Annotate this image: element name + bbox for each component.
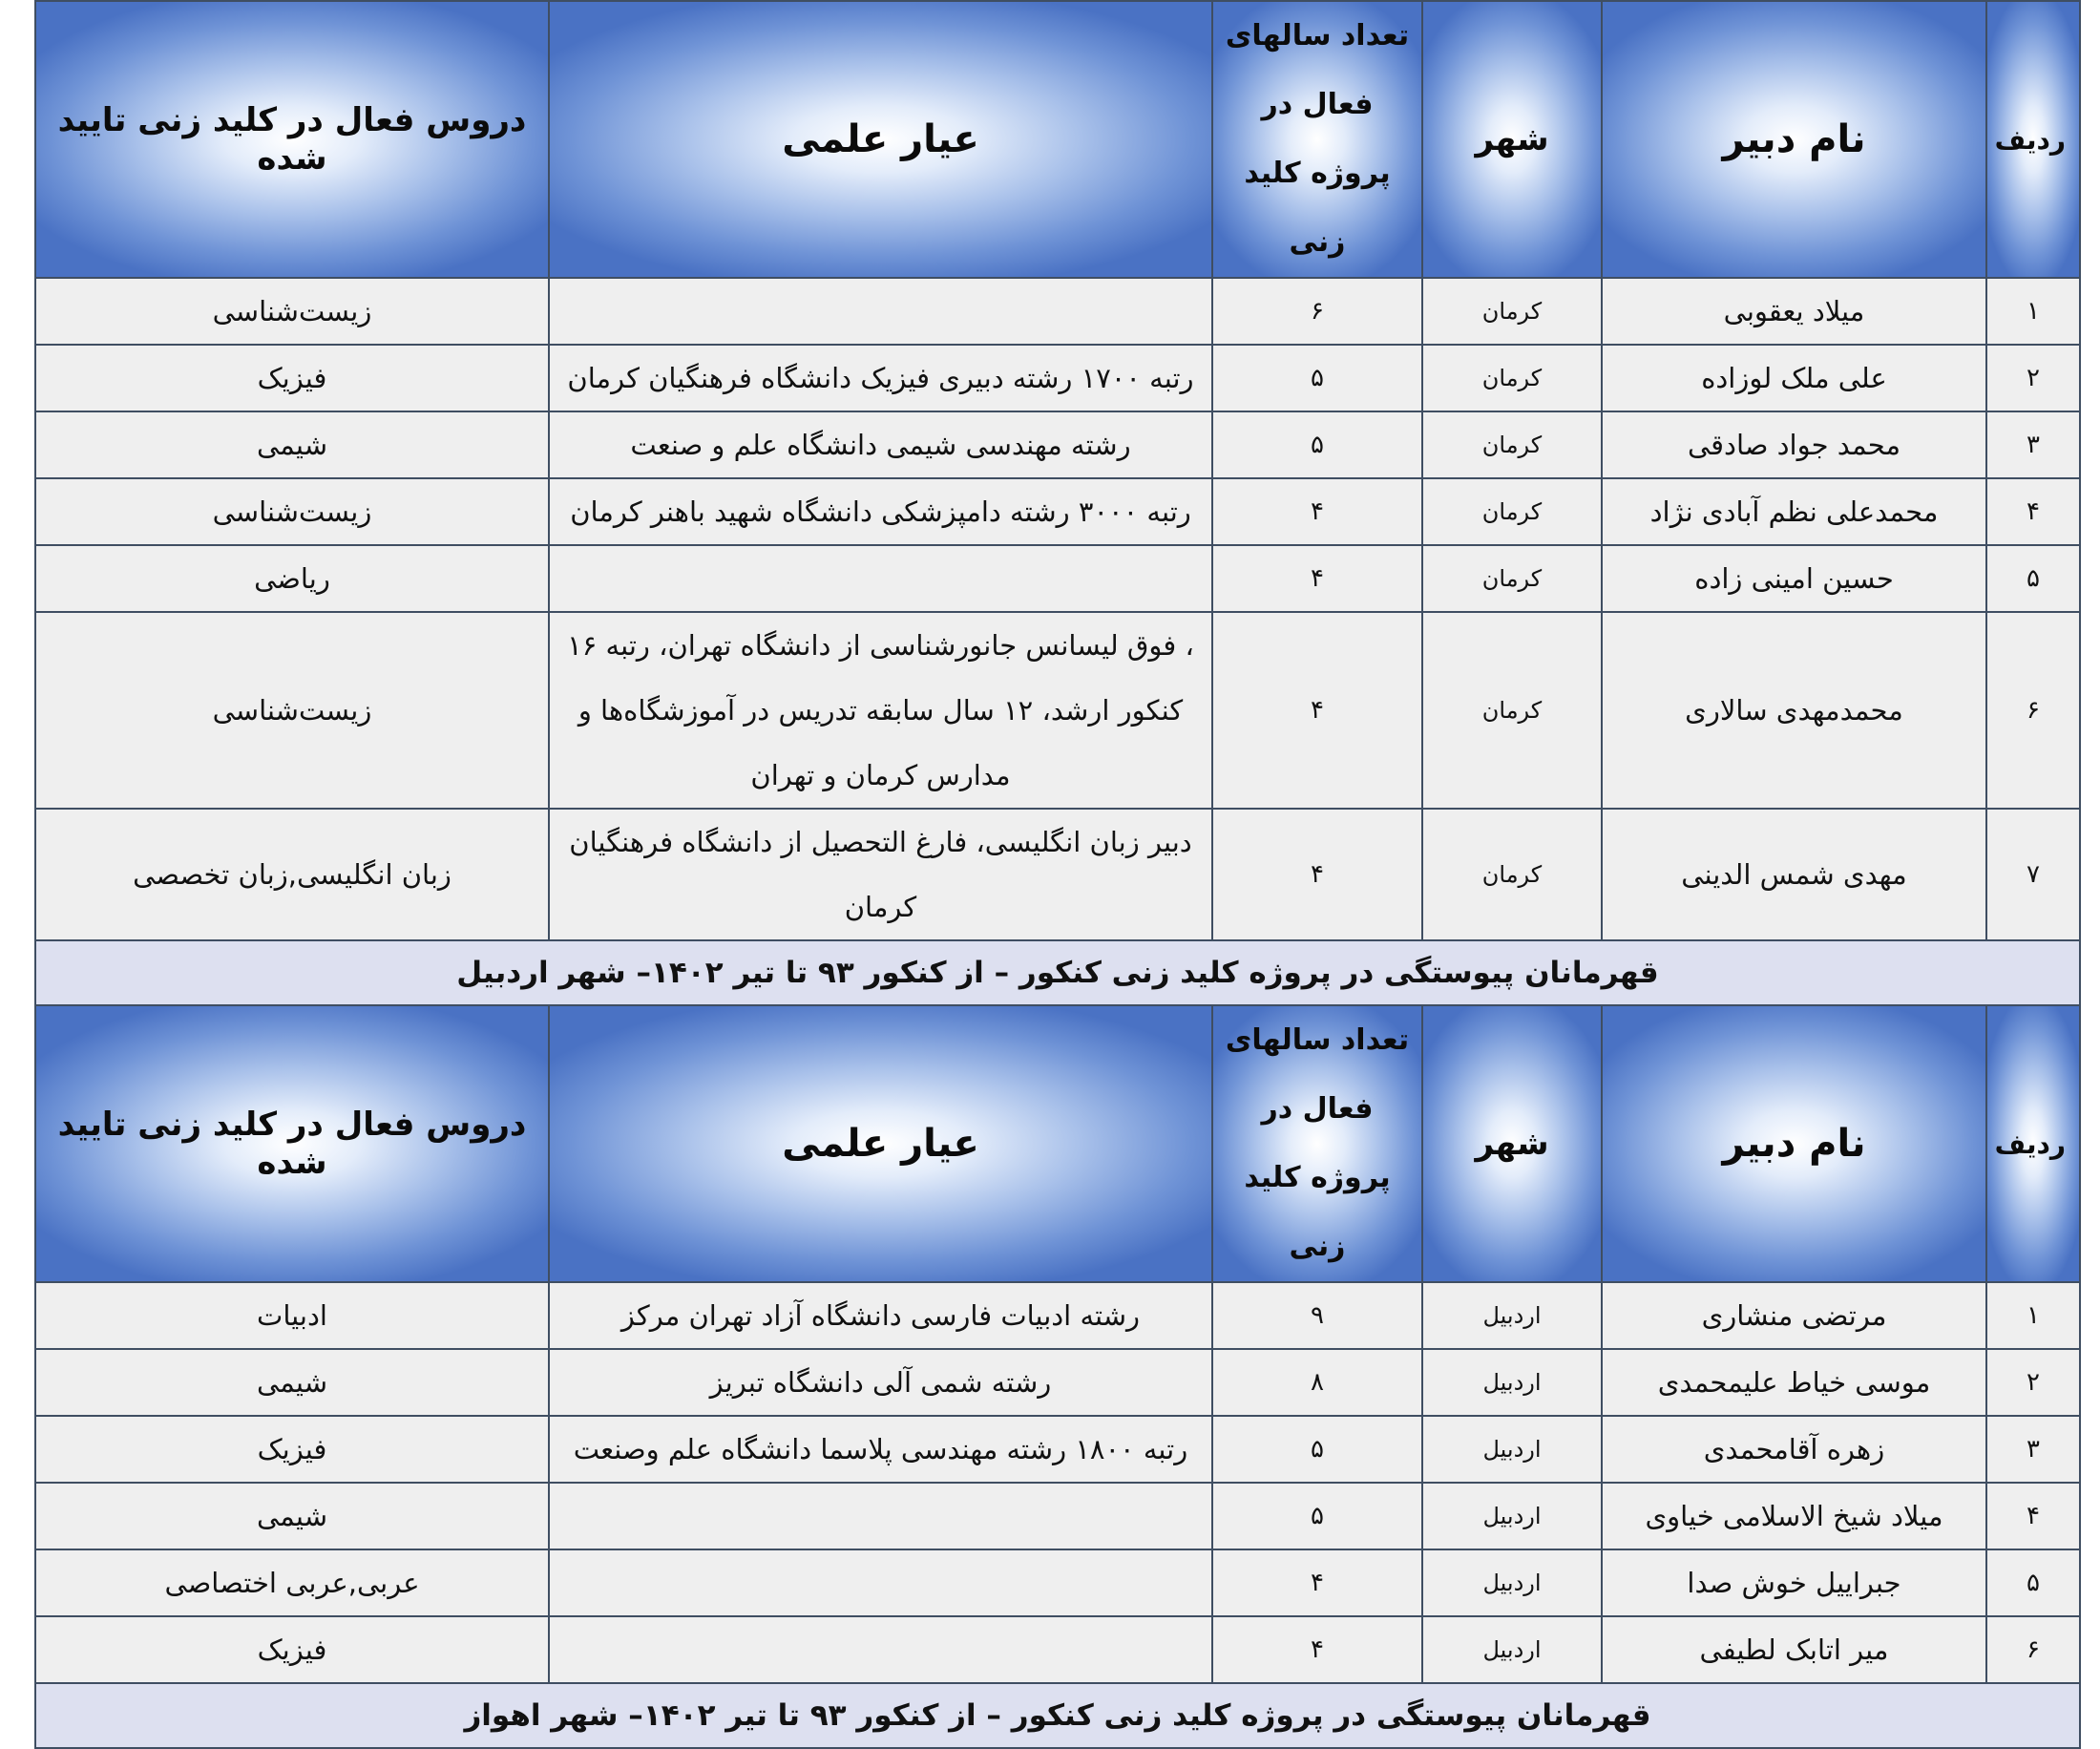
years-cell: ۸	[1212, 1349, 1422, 1416]
table-row	[35, 809, 2080, 940]
table-row	[35, 1549, 2080, 1616]
header-city: شهر	[1422, 1005, 1602, 1282]
teacher-name-cell: محمد جواد صادقی	[1602, 411, 1986, 478]
section-title: قهرمانان پیوستگی در پروژه کلید زنی کنکور – از کنکور ۹۳ تا تیر ۱۴۰۲– شهر اهواز	[35, 1683, 2080, 1748]
subjects-cell: عربی,عربی اختصاصی	[35, 1549, 549, 1616]
teacher-name-cell: محمدمهدی سالاری	[1602, 612, 1986, 809]
city-cell: کرمان	[1422, 278, 1602, 345]
row-number-cell: ۲	[1986, 345, 2080, 411]
row-number-cell: ۴	[1986, 478, 2080, 545]
row-number-cell: ۵	[1986, 545, 2080, 612]
years-cell: ۴	[1212, 1616, 1422, 1683]
credential-cell: رتبه ۳۰۰۰ رشته دامپزشکی دانشگاه شهید باهنر کرمان	[549, 478, 1212, 545]
row-number-cell: ۷	[1986, 809, 2080, 940]
table-row	[35, 345, 2080, 411]
teacher-name-cell: مهدی شمس الدینی	[1602, 809, 1986, 940]
credential-cell	[549, 1616, 1212, 1683]
header-name: نام دبیر	[1602, 1005, 1986, 1282]
teacher-name-cell: میلاد یعقوبی	[1602, 278, 1986, 345]
row-number-cell: ۴	[1986, 1483, 2080, 1549]
row-number-cell: ۲	[1986, 1349, 2080, 1416]
years-cell: ۵	[1212, 1483, 1422, 1549]
credential-cell: رتبه ۱۸۰۰ رشته مهندسی پلاسما دانشگاه علم وصنعت	[549, 1416, 1212, 1483]
section-title-ahvaz	[35, 1683, 2080, 1748]
credential-cell: رشته مهندسی شیمی دانشگاه علم و صنعت	[549, 411, 1212, 478]
document-page	[34, 0, 2079, 1749]
years-cell: ۹	[1212, 1282, 1422, 1349]
table-row	[35, 612, 2080, 809]
city-cell: کرمان	[1422, 545, 1602, 612]
table-row	[35, 1416, 2080, 1483]
header-row-number: ردیف	[1986, 1005, 2080, 1282]
teachers-table-body	[35, 1, 2080, 1748]
table-row	[35, 545, 2080, 612]
header-subjects: دروس فعال در کلید زنی تایید شده	[35, 1005, 549, 1282]
kerman-header-row	[35, 1, 2080, 278]
subjects-cell: فیزیک	[35, 1616, 549, 1683]
years-cell: ۵	[1212, 345, 1422, 411]
credential-cell	[549, 1549, 1212, 1616]
teacher-name-cell: مرتضی منشاری	[1602, 1282, 1986, 1349]
row-number-cell: ۳	[1986, 411, 2080, 478]
subjects-cell: زیست‌شناسی	[35, 278, 549, 345]
subjects-cell: ادبیات	[35, 1282, 549, 1349]
city-cell: کرمان	[1422, 345, 1602, 411]
section-title-ardabil	[35, 940, 2080, 1005]
city-cell: اردبیل	[1422, 1282, 1602, 1349]
teacher-name-cell: جبراییل خوش صدا	[1602, 1549, 1986, 1616]
subjects-cell: شیمی	[35, 1483, 549, 1549]
teacher-name-cell: محمدعلی نظم آبادی نژاد	[1602, 478, 1986, 545]
subjects-cell: زبان انگلیسی,زبان تخصصی	[35, 809, 549, 940]
row-number-cell: ۶	[1986, 1616, 2080, 1683]
table-row	[35, 1349, 2080, 1416]
credential-cell: رشته شمی آلی دانشگاه تبریز	[549, 1349, 1212, 1416]
subjects-cell: ریاضی	[35, 545, 549, 612]
years-cell: ۴	[1212, 1549, 1422, 1616]
city-cell: اردبیل	[1422, 1416, 1602, 1483]
years-cell: ۴	[1212, 612, 1422, 809]
table-row	[35, 1616, 2080, 1683]
teacher-name-cell: زهره آقامحمدی	[1602, 1416, 1986, 1483]
teacher-name-cell: میر اتابک لطیفی	[1602, 1616, 1986, 1683]
credential-cell: رتبه ۱۷۰۰ رشته دبیری فیزیک دانشگاه فرهنگیان کرمان	[549, 345, 1212, 411]
credential-cell	[549, 278, 1212, 345]
credential-cell: ، فوق لیسانس جانورشناسی از دانشگاه تهران، رتبه ۱۶ کنکور ارشد، ۱۲ سال سابقه تدریس در آموزشگاه‌ها و مدارس کرمان و تهران	[549, 612, 1212, 809]
subjects-cell: فیزیک	[35, 1416, 549, 1483]
city-cell: اردبیل	[1422, 1349, 1602, 1416]
city-cell: کرمان	[1422, 478, 1602, 545]
city-cell: کرمان	[1422, 612, 1602, 809]
teacher-name-cell: علی ملک لوزاده	[1602, 345, 1986, 411]
subjects-cell: فیزیک	[35, 345, 549, 411]
header-credential: عیار علمی	[549, 1, 1212, 278]
years-cell: ۵	[1212, 411, 1422, 478]
teachers-table	[34, 0, 2081, 1749]
city-cell: اردبیل	[1422, 1483, 1602, 1549]
table-row	[35, 1483, 2080, 1549]
header-name: نام دبیر	[1602, 1, 1986, 278]
row-number-cell: ۳	[1986, 1416, 2080, 1483]
teacher-name-cell: موسی خیاط علیمحمدی	[1602, 1349, 1986, 1416]
years-cell: ۴	[1212, 545, 1422, 612]
credential-cell	[549, 545, 1212, 612]
city-cell: اردبیل	[1422, 1549, 1602, 1616]
subjects-cell: شیمی	[35, 411, 549, 478]
years-cell: ۶	[1212, 278, 1422, 345]
row-number-cell: ۵	[1986, 1549, 2080, 1616]
header-city: شهر	[1422, 1, 1602, 278]
table-row	[35, 411, 2080, 478]
years-cell: ۴	[1212, 809, 1422, 940]
teacher-name-cell: حسین امینی زاده	[1602, 545, 1986, 612]
city-cell: کرمان	[1422, 809, 1602, 940]
credential-cell	[549, 1483, 1212, 1549]
header-subjects: دروس فعال در کلید زنی تایید شده	[35, 1, 549, 278]
row-number-cell: ۱	[1986, 1282, 2080, 1349]
years-cell: ۵	[1212, 1416, 1422, 1483]
subjects-cell: زیست‌شناسی	[35, 612, 549, 809]
table-row	[35, 1282, 2080, 1349]
years-cell: ۴	[1212, 478, 1422, 545]
subjects-cell: زیست‌شناسی	[35, 478, 549, 545]
header-years: تعداد سالهای فعال در پروژه کلید زنی	[1212, 1, 1422, 278]
header-years: تعداد سالهای فعال در پروژه کلید زنی	[1212, 1005, 1422, 1282]
ardabil-header-row	[35, 1005, 2080, 1282]
header-credential: عیار علمی	[549, 1005, 1212, 1282]
subjects-cell: شیمی	[35, 1349, 549, 1416]
row-number-cell: ۱	[1986, 278, 2080, 345]
header-row-number: ردیف	[1986, 1, 2080, 278]
credential-cell: دبیر زبان انگلیسی، فارغ التحصیل از دانشگاه فرهنگیان کرمان	[549, 809, 1212, 940]
credential-cell: رشته ادبیات فارسی دانشگاه آزاد تهران مرکز	[549, 1282, 1212, 1349]
city-cell: کرمان	[1422, 411, 1602, 478]
teacher-name-cell: میلاد شیخ الاسلامی خیاوی	[1602, 1483, 1986, 1549]
city-cell: اردبیل	[1422, 1616, 1602, 1683]
table-row	[35, 278, 2080, 345]
row-number-cell: ۶	[1986, 612, 2080, 809]
section-title: قهرمانان پیوستگی در پروژه کلید زنی کنکور – از کنکور ۹۳ تا تیر ۱۴۰۲– شهر اردبیل	[35, 940, 2080, 1005]
table-row	[35, 478, 2080, 545]
